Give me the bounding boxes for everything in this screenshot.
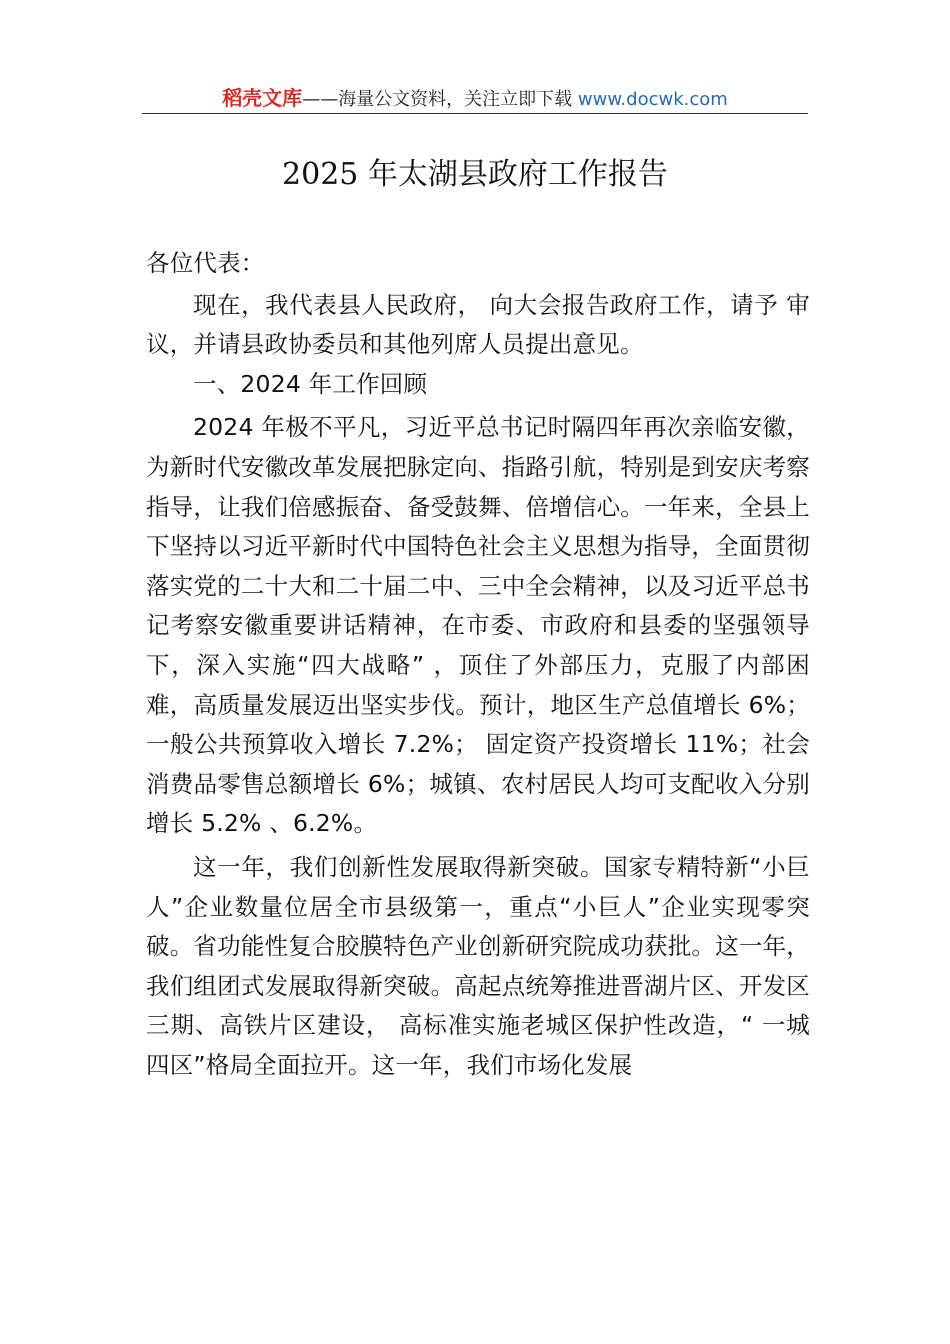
- paragraph-achievements: 这一年，我们创新性发展取得新突破。国家专精特新“小巨人”企业数量位居全市县级第一，重点“小巨人”企业实现零突破。省功能性复合胶膜特色产业创新研究院成功获批。这一年，我们组团式发展取得新突破。高起点统筹推进晋湖片区、开发区三期、高铁片区建设， 高标准实施老城区保护性改造，“ 一城四区”格局全面拉开。这一年，我们市场化发展: [146, 852, 810, 1079]
- document-body: [146, 244, 810, 1085]
- website-link[interactable]: www.docwk.com: [577, 89, 728, 110]
- paragraph-intro: 现在，我代表县人民政府， 向大会报告政府工作，请予 审议，并请县政协委员和其他列席人员提出意见。: [146, 290, 810, 359]
- header-divider: [142, 113, 808, 114]
- salutation: 各位代表：: [146, 249, 265, 277]
- header-tagline: ——海量公文资料，关注立即下载: [302, 89, 578, 110]
- brand-logo-text: 稻壳文库: [222, 86, 303, 110]
- paragraph-review: 2024 年极不平凡，习近平总书记时隔四年再次亲临安徽，为新时代安徽改革发展把脉定向、指路引航，特别是到安庆考察指导，让我们倍感振奋、备受鼓舞、倍增信心。一年来，全县上下坚持以习近平新时代中国特色社会主义思想为指导，全面贯彻落实党的二十大和二十届二中、三中全会精神，以及习近平总书记考察安徽重要讲话精神，在市委、市政府和县委的坚强领导下，深入实施“四大战略” ，顶住了外部压力，克服了内部困难，高质量发展迈出坚实步伐。预计，地区生产总值增长 6%；一般公共预算收入增长 7.2%； 固定资产投资增长 11%；社会消费品零售总额增长 6%；城镇、农村居民人均可支配收入分别增长 5.2% 、6.2%。: [146, 413, 810, 838]
- document-title: 2025 年太湖县政府工作报告: [282, 157, 668, 192]
- section-heading: 一、2024 年工作回顾: [193, 369, 428, 398]
- document-header: [142, 84, 808, 114]
